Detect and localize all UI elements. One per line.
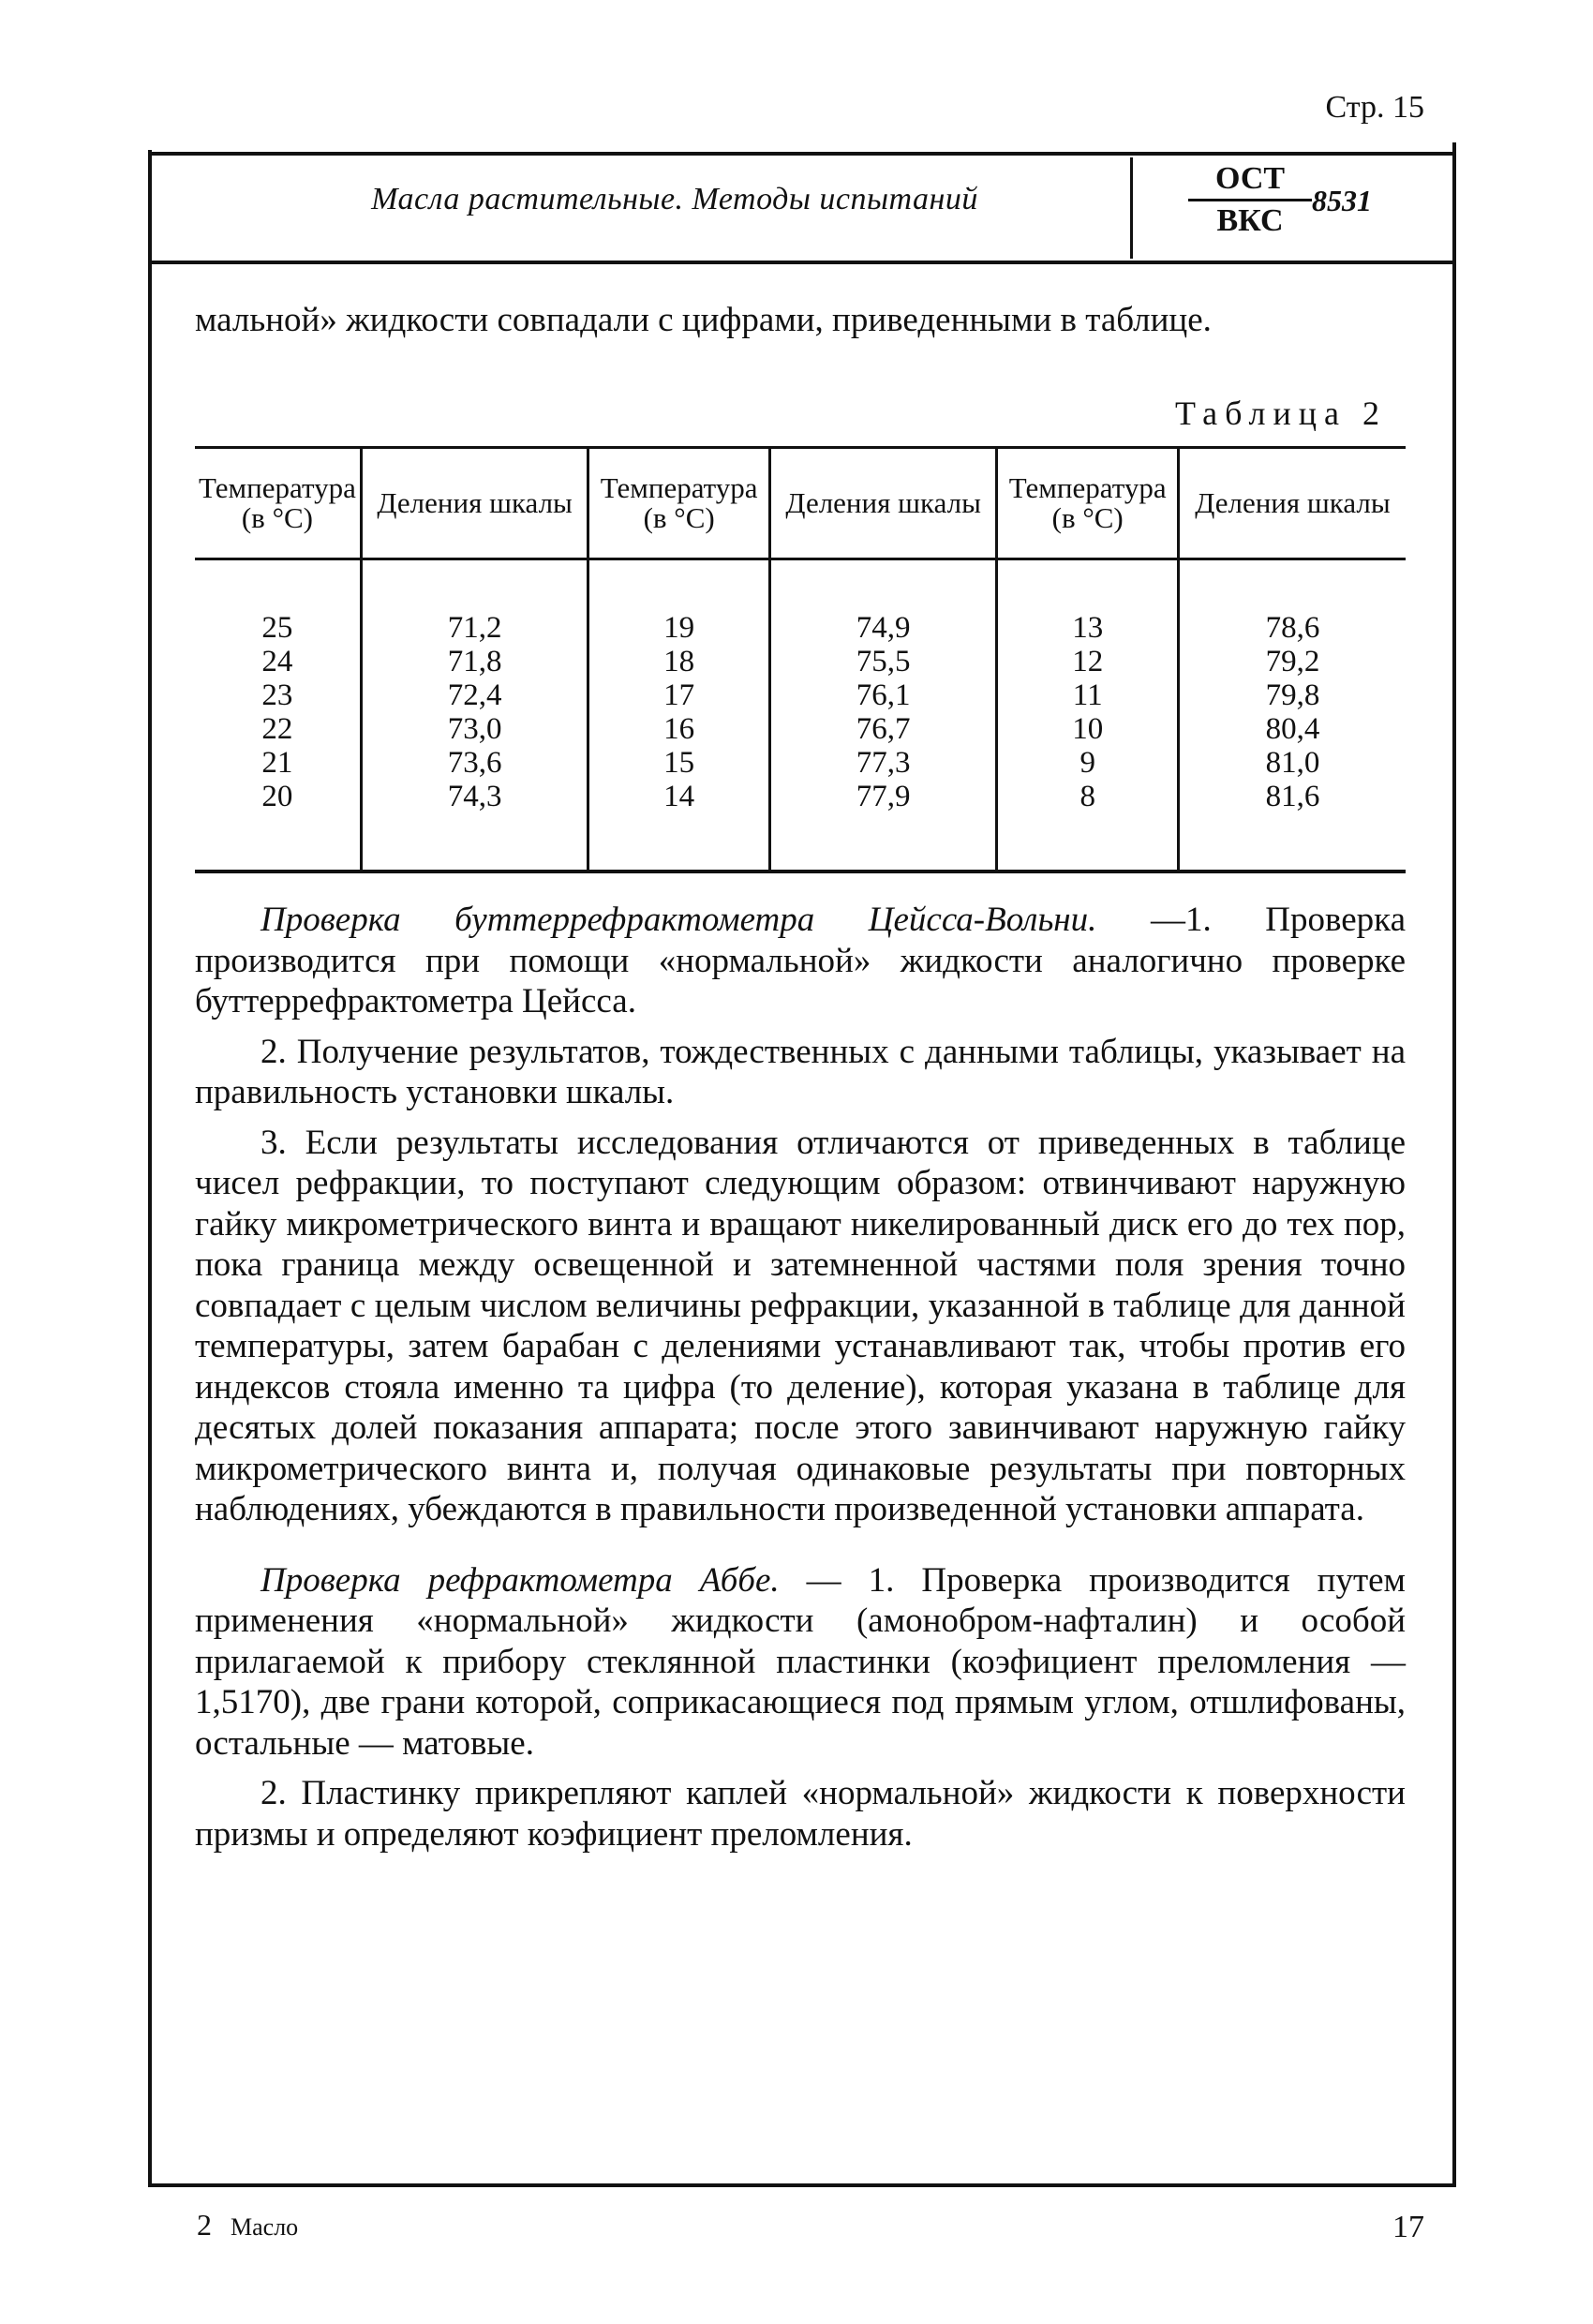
table-cell: 79,2 [1265, 645, 1320, 678]
table-caption: Таблица 2 [1175, 395, 1387, 432]
table-cell: 24 [261, 645, 293, 678]
refraction-table [195, 446, 1406, 873]
table-cell: 13 [1072, 611, 1104, 645]
table-cell: 80,4 [1265, 712, 1320, 746]
table-cell: 73,0 [447, 712, 502, 746]
table-cell: 16 [663, 712, 695, 746]
table-cell: 74,9 [856, 611, 911, 645]
header-temperature-1: Температура (в °С) [195, 448, 361, 559]
table-column-temperature-3 [997, 559, 1178, 872]
table-column-scale-2 [769, 559, 997, 872]
page-number: Стр. 15 [1325, 90, 1424, 125]
signature-word: Масло [231, 2213, 299, 2241]
frame-left-rule [148, 150, 152, 2183]
table-cell: 78,6 [1265, 611, 1320, 645]
table-cell: 74,3 [447, 780, 502, 813]
intro-paragraph: мальной» жидкости совпадали с цифрами, приведенными в таблице. [195, 301, 1212, 339]
table-cell: 17 [663, 678, 695, 712]
table-cell: 77,3 [856, 746, 911, 780]
table-cell: 81,0 [1265, 746, 1320, 780]
footer-rule [148, 2183, 1456, 2187]
table-cell: 76,7 [856, 712, 911, 746]
table-cell: 19 [663, 611, 695, 645]
table-cell: 23 [261, 678, 293, 712]
header-temperature-2: Температура (в °С) [588, 448, 769, 559]
table-column-temperature-2 [588, 559, 769, 872]
table-cell: 22 [261, 712, 293, 746]
section2-paragraph-1 [195, 1560, 1406, 1765]
table-column-temperature-1 [195, 559, 361, 872]
table-cell: 79,8 [1265, 678, 1320, 712]
signature-number: 2 [197, 2208, 212, 2242]
footer-page-number: 17 [1392, 2210, 1424, 2244]
section2-p1-text: — 1. Проверка производится путем применения «нормальной» жидкости (амонобром-нафталин) и особой прилагаемой к прибору стеклянной пластинки (коэфициент преломления — 1,5170), две грани которой, соприкасающиеся под прямым углом, отшлифованы, остальные — матовые. [195, 1560, 1406, 1763]
standard-code [1188, 161, 1312, 239]
section1-heading: Проверка буттеррефрактометра Цейсса-Вольни. [261, 901, 1097, 939]
footer-signature [197, 2208, 298, 2242]
table-cell: 12 [1072, 645, 1104, 678]
header-temperature-3: Температура (в °С) [997, 448, 1178, 559]
table-cell: 15 [663, 746, 695, 780]
document-title: Масла растительные. Методы испытаний [371, 182, 978, 216]
table-cell: 25 [261, 611, 293, 645]
table-cell: 77,9 [856, 780, 911, 813]
table-cell: 76,1 [856, 678, 911, 712]
table-column-scale-3 [1178, 559, 1406, 872]
table-cell: 21 [261, 746, 293, 780]
header-bottom-rule [148, 261, 1456, 264]
section2-paragraph-2: 2. Пластинку прикрепляют каплей «нормальной» жидкости к поверхности призмы и определяют коэфициент преломления. [195, 1774, 1406, 1854]
header-scale-2: Деления шкалы [769, 448, 997, 559]
table-cell: 14 [663, 780, 695, 813]
header-separator [1130, 157, 1133, 259]
standard-denominator: ВКС [1216, 203, 1284, 238]
table-cell: 72,4 [447, 678, 502, 712]
section1-paragraph-1 [195, 900, 1406, 1022]
section1-paragraph-3: 3. Если результаты исследования отличаются от приведенных в таблице чисел рефракции, то поступают следующим образом: отвинчивают наружную гайку микрометрического винта и вращают никелированный диск его до тех пор, пока граница между освещенной и затемненной частями поля зрения точно совпадает с целым числом величины рефракции, указанной в таблице для данной температуры, затем барабан с делениями устанавливают так, чтобы против его индексов стояла именно та цифра (то деление), которая указана в таблице для десятых долей показания аппарата; после этого завинчивают наружную гайку микрометрического винта и, получая одинаковые результаты при повторных наблюдениях, убеждаются в правильности произведенной установки аппарата. [195, 1123, 1406, 1528]
header-scale-3: Деления шкалы [1178, 448, 1406, 559]
standard-numerator: ОСТ [1188, 161, 1312, 201]
table-cell: 20 [261, 780, 293, 813]
standard-number: 8531 [1312, 184, 1372, 217]
table-cell: 11 [1072, 678, 1103, 712]
table-cell: 73,6 [447, 746, 502, 780]
table-cell: 8 [1079, 780, 1095, 813]
section2-heading: Проверка рефрактометра Аббе. [261, 1560, 780, 1600]
table-cell: 81,6 [1265, 780, 1320, 813]
header-scale-1: Деления шкалы [361, 448, 588, 559]
header-top-rule [148, 152, 1456, 156]
table-cell: 10 [1072, 712, 1104, 746]
table-column-scale-1 [361, 559, 588, 872]
table-cell: 71,2 [447, 611, 502, 645]
table-cell: 18 [663, 645, 695, 678]
table-cell: 75,5 [856, 645, 911, 678]
frame-right-rule [1452, 142, 1456, 2185]
table-cell: 71,8 [447, 645, 502, 678]
section1-p1-text: —1. Проверка производится при помощи «нормальной» жидкости аналогично проверке буттеррефрактометра Цейсса. [195, 901, 1406, 1020]
section1-paragraph-2: 2. Получение результатов, тождественных с данными таблицы, указывает на правильность установки шкалы. [195, 1032, 1406, 1111]
body-text [195, 900, 1406, 1855]
table-cell: 9 [1079, 746, 1095, 780]
